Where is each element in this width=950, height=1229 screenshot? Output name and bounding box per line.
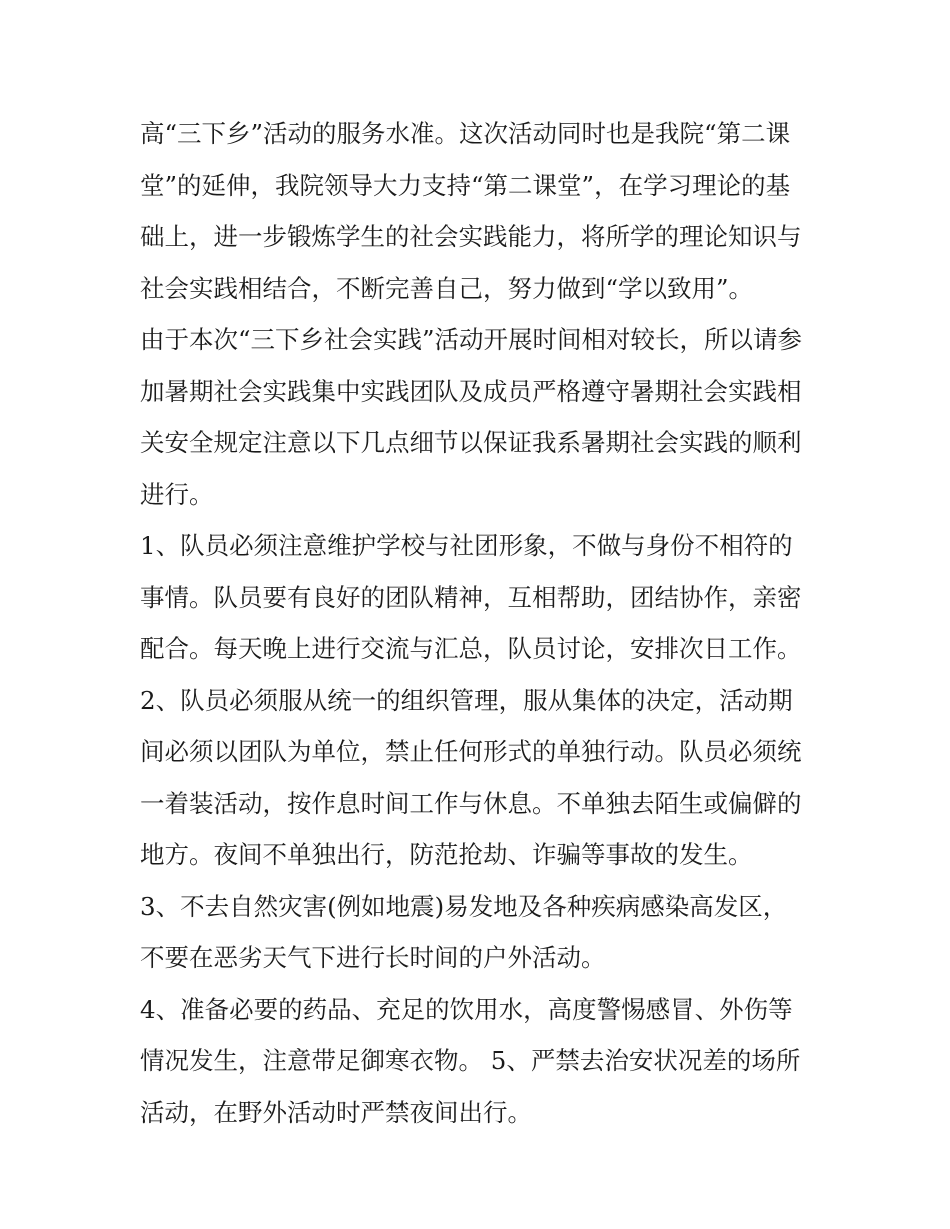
text-line: 社会实践相结合，不断完善自己，努力做到“学以致用”。 (140, 273, 754, 303)
document-body (140, 108, 820, 1138)
text-line: 一着装活动，按作息时间工作与休息。不单独去陌生或偏僻的 (140, 788, 802, 818)
text-line: 2、队员必须服从统一的组织管理，服从集体的决定，活动期 (140, 685, 793, 715)
text-line: 地方。夜间不单独出行，防范抢劫、诈骗等事故的发生。 (140, 840, 753, 869)
text-line: 由于本次“三下乡社会实践”活动开展时间相对较长，所以请参 (140, 325, 803, 354)
text-line: 4、准备必要的药品、充足的饮用水，高度警惕感冒、外伤等 (140, 994, 793, 1024)
text-line: 事情。队员要有良好的团队精神，互相帮助，团结协作，亲密 (140, 582, 802, 612)
text-line: 高“三下乡”活动的服务水准。这次活动同时也是我院“第二课 (140, 119, 791, 148)
text-line: 础上，进一步锻炼学生的社会实践能力，将所学的理论知识与 (140, 222, 802, 251)
text-line: 间必须以团队为单位，禁止任何形式的单独行动。队员必须统 (140, 737, 802, 766)
text-line: 情况发生，注意带足御寒衣物。 5、严禁去治安状况差的场所 (140, 1046, 801, 1075)
text-line: 1、队员必须注意维护学校与社团形象，不做与身份不相符的 (140, 531, 793, 560)
text-line: 堂”的延伸，我院领导大力支持“第二课堂”，在学习理论的基 (140, 170, 791, 200)
text-line: 活动，在野外活动时严禁夜间出行。 (140, 1097, 532, 1127)
text-line: 3、不去自然灾害(例如地震)易发地及各种疾病感染高发区， (140, 891, 788, 921)
text-line: 配合。每天晚上进行交流与汇总，队员讨论，安排次日工作。 (140, 634, 802, 663)
text-line: 不要在恶劣天气下进行长时间的户外活动。 (140, 943, 606, 972)
text-line: 进行。 (140, 479, 214, 509)
text-line: 加暑期社会实践集中实践团队及成员严格遵守暑期社会实践相 (140, 376, 802, 406)
text-line: 关安全规定注意以下几点细节以保证我系暑期社会实践的顺利 (140, 428, 802, 457)
